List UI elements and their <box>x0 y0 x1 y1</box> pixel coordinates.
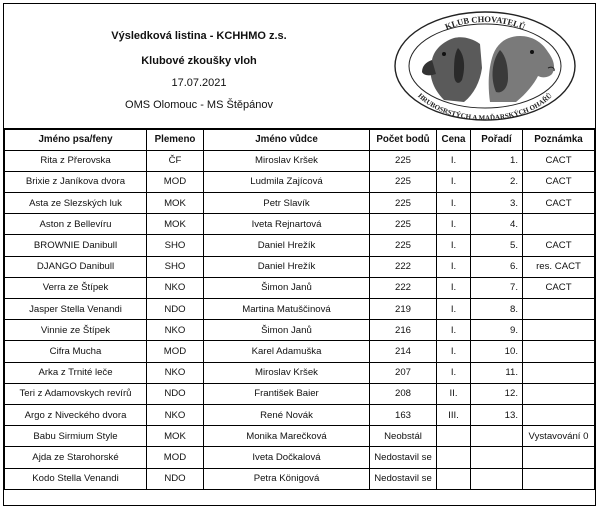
cell-breed: MOD <box>147 341 204 362</box>
cell-handler: Daniel Hrežík <box>204 235 370 256</box>
cell-prize: I. <box>437 235 471 256</box>
cell-handler: Šimon Janů <box>204 277 370 298</box>
cell-prize: I. <box>437 299 471 320</box>
cell-points: 225 <box>370 171 437 192</box>
cell-rank: 1. <box>471 150 523 171</box>
col-header-breed: Plemeno <box>147 129 204 150</box>
cell-prize: I. <box>437 341 471 362</box>
cell-points: 219 <box>370 299 437 320</box>
cell-dog: Aston z Bellevíru <box>5 214 147 235</box>
col-header-handler: Jméno vůdce <box>204 129 370 150</box>
cell-prize: I. <box>437 320 471 341</box>
cell-breed: NKO <box>147 362 204 383</box>
cell-breed: NKO <box>147 404 204 425</box>
table-row <box>5 214 595 235</box>
cell-handler: Petr Slavík <box>204 193 370 214</box>
event-date: 17.07.2021 <box>171 77 227 89</box>
cell-prize <box>437 426 471 447</box>
cell-rank: 13. <box>471 404 523 425</box>
results-table <box>4 128 595 490</box>
cell-points: 222 <box>370 277 437 298</box>
cell-points: 225 <box>370 193 437 214</box>
table-row <box>5 171 595 192</box>
cell-dog: Jasper Stella Venandi <box>5 299 147 320</box>
cell-rank <box>471 447 523 468</box>
cell-note <box>523 383 595 404</box>
cell-note <box>523 299 595 320</box>
cell-points: Nedostavil se <box>370 468 437 489</box>
cell-dog: Asta ze Slezských luk <box>5 193 147 214</box>
cell-prize: I. <box>437 277 471 298</box>
cell-points: 225 <box>370 214 437 235</box>
cell-points: 214 <box>370 341 437 362</box>
cell-rank <box>471 468 523 489</box>
cell-note: CACT <box>523 235 595 256</box>
cell-dog: Argo z Niveckého dvora <box>5 404 147 425</box>
cell-rank: 4. <box>471 214 523 235</box>
cell-breed: NKO <box>147 320 204 341</box>
cell-breed: NDO <box>147 468 204 489</box>
cell-handler: Daniel Hrežík <box>204 256 370 277</box>
cell-breed: MOD <box>147 447 204 468</box>
col-header-rank: Pořadí <box>471 129 523 150</box>
club-logo <box>392 8 578 122</box>
cell-prize: I. <box>437 214 471 235</box>
cell-breed: SHO <box>147 256 204 277</box>
cell-handler: Petra Königová <box>204 468 370 489</box>
cell-points: 207 <box>370 362 437 383</box>
cell-prize: I. <box>437 150 471 171</box>
table-row <box>5 150 595 171</box>
cell-prize <box>437 468 471 489</box>
cell-rank: 7. <box>471 277 523 298</box>
cell-note: CACT <box>523 193 595 214</box>
col-header-prize: Cena <box>437 129 471 150</box>
cell-note <box>523 468 595 489</box>
table-row <box>5 320 595 341</box>
cell-dog: Verra ze Štípek <box>5 277 147 298</box>
cell-points: Neobstál <box>370 426 437 447</box>
table-row <box>5 256 595 277</box>
cell-prize: III. <box>437 404 471 425</box>
table-row <box>5 404 595 425</box>
cell-rank <box>471 426 523 447</box>
document-header <box>4 4 594 126</box>
col-header-dog: Jméno psa/feny <box>5 129 147 150</box>
cell-points: 222 <box>370 256 437 277</box>
cell-note <box>523 404 595 425</box>
cell-note <box>523 341 595 362</box>
table-row <box>5 426 595 447</box>
cell-points: 225 <box>370 235 437 256</box>
cell-handler: Šimon Janů <box>204 320 370 341</box>
cell-prize: I. <box>437 256 471 277</box>
table-row <box>5 447 595 468</box>
table-row <box>5 341 595 362</box>
table-header-row <box>5 129 595 150</box>
results-sheet <box>3 3 596 506</box>
table-row <box>5 362 595 383</box>
cell-dog: Rita z Přerovska <box>5 150 147 171</box>
table-row <box>5 277 595 298</box>
cell-rank: 12. <box>471 383 523 404</box>
cell-breed: SHO <box>147 235 204 256</box>
cell-rank: 6. <box>471 256 523 277</box>
cell-note: Vystavování 0 <box>523 426 595 447</box>
cell-rank: 8. <box>471 299 523 320</box>
cell-rank: 9. <box>471 320 523 341</box>
cell-note: CACT <box>523 150 595 171</box>
cell-handler: Monika Marečková <box>204 426 370 447</box>
cell-breed: MOK <box>147 426 204 447</box>
col-header-points: Počet bodů <box>370 129 437 150</box>
cell-note: CACT <box>523 171 595 192</box>
cell-points: 216 <box>370 320 437 341</box>
cell-note <box>523 214 595 235</box>
cell-dog: Kodo Stella Venandi <box>5 468 147 489</box>
cell-rank: 10. <box>471 341 523 362</box>
event-place: OMS Olomouc - MS Štěpánov <box>125 99 273 111</box>
cell-dog: Cifra Mucha <box>5 341 147 362</box>
cell-note: res. CACT <box>523 256 595 277</box>
cell-handler: Miroslav Kršek <box>204 362 370 383</box>
cell-points: Nedostavil se <box>370 447 437 468</box>
table-row <box>5 193 595 214</box>
cell-rank: 2. <box>471 171 523 192</box>
cell-breed: MOD <box>147 171 204 192</box>
table-row <box>5 468 595 489</box>
cell-prize: I. <box>437 193 471 214</box>
cell-handler: Ludmila Zajícová <box>204 171 370 192</box>
table-row <box>5 299 595 320</box>
cell-dog: Brixie z Janíkova dvora <box>5 171 147 192</box>
cell-handler: Karel Adamuška <box>204 341 370 362</box>
cell-breed: MOK <box>147 193 204 214</box>
cell-breed: NDO <box>147 299 204 320</box>
cell-prize <box>437 447 471 468</box>
cell-handler: Iveta Dočkalová <box>204 447 370 468</box>
cell-handler: Iveta Rejnartová <box>204 214 370 235</box>
logo-top-text: KLUB CHOVATELŮ <box>443 13 527 32</box>
cell-rank: 5. <box>471 235 523 256</box>
cell-dog: DJANGO Danibull <box>5 256 147 277</box>
dog-head-left-icon <box>422 37 482 102</box>
cell-note <box>523 447 595 468</box>
cell-handler: Martina Matuščinová <box>204 299 370 320</box>
cell-prize: I. <box>437 171 471 192</box>
event-name: Klubové zkoušky vloh <box>141 55 257 67</box>
cell-note <box>523 320 595 341</box>
cell-breed: MOK <box>147 214 204 235</box>
cell-points: 225 <box>370 150 437 171</box>
cell-rank: 3. <box>471 193 523 214</box>
cell-breed: NDO <box>147 383 204 404</box>
table-row <box>5 235 595 256</box>
cell-prize: I. <box>437 362 471 383</box>
logo-bottom-text: HRUBOSRSTÝCH A MAĎARSKÝCH OHAŘŮ <box>416 91 554 122</box>
col-header-note: Poznámka <box>523 129 595 150</box>
cell-handler: František Baier <box>204 383 370 404</box>
cell-prize: II. <box>437 383 471 404</box>
table-row <box>5 383 595 404</box>
cell-dog: Arka z Trnité leče <box>5 362 147 383</box>
cell-dog: Ajda ze Starohorské <box>5 447 147 468</box>
cell-dog: BROWNIE Danibull <box>5 235 147 256</box>
cell-dog: Teri z Adamovskych revírů <box>5 383 147 404</box>
cell-note: CACT <box>523 277 595 298</box>
cell-dog: Vinnie ze Štípek <box>5 320 147 341</box>
cell-note <box>523 362 595 383</box>
cell-points: 163 <box>370 404 437 425</box>
cell-handler: René Novák <box>204 404 370 425</box>
document-title: Výsledková listina - KCHHMO z.s. <box>111 30 287 42</box>
cell-breed: ČF <box>147 150 204 171</box>
cell-rank: 11. <box>471 362 523 383</box>
cell-points: 208 <box>370 383 437 404</box>
cell-breed: NKO <box>147 277 204 298</box>
cell-handler: Miroslav Kršek <box>204 150 370 171</box>
cell-dog: Babu Sirmium Style <box>5 426 147 447</box>
